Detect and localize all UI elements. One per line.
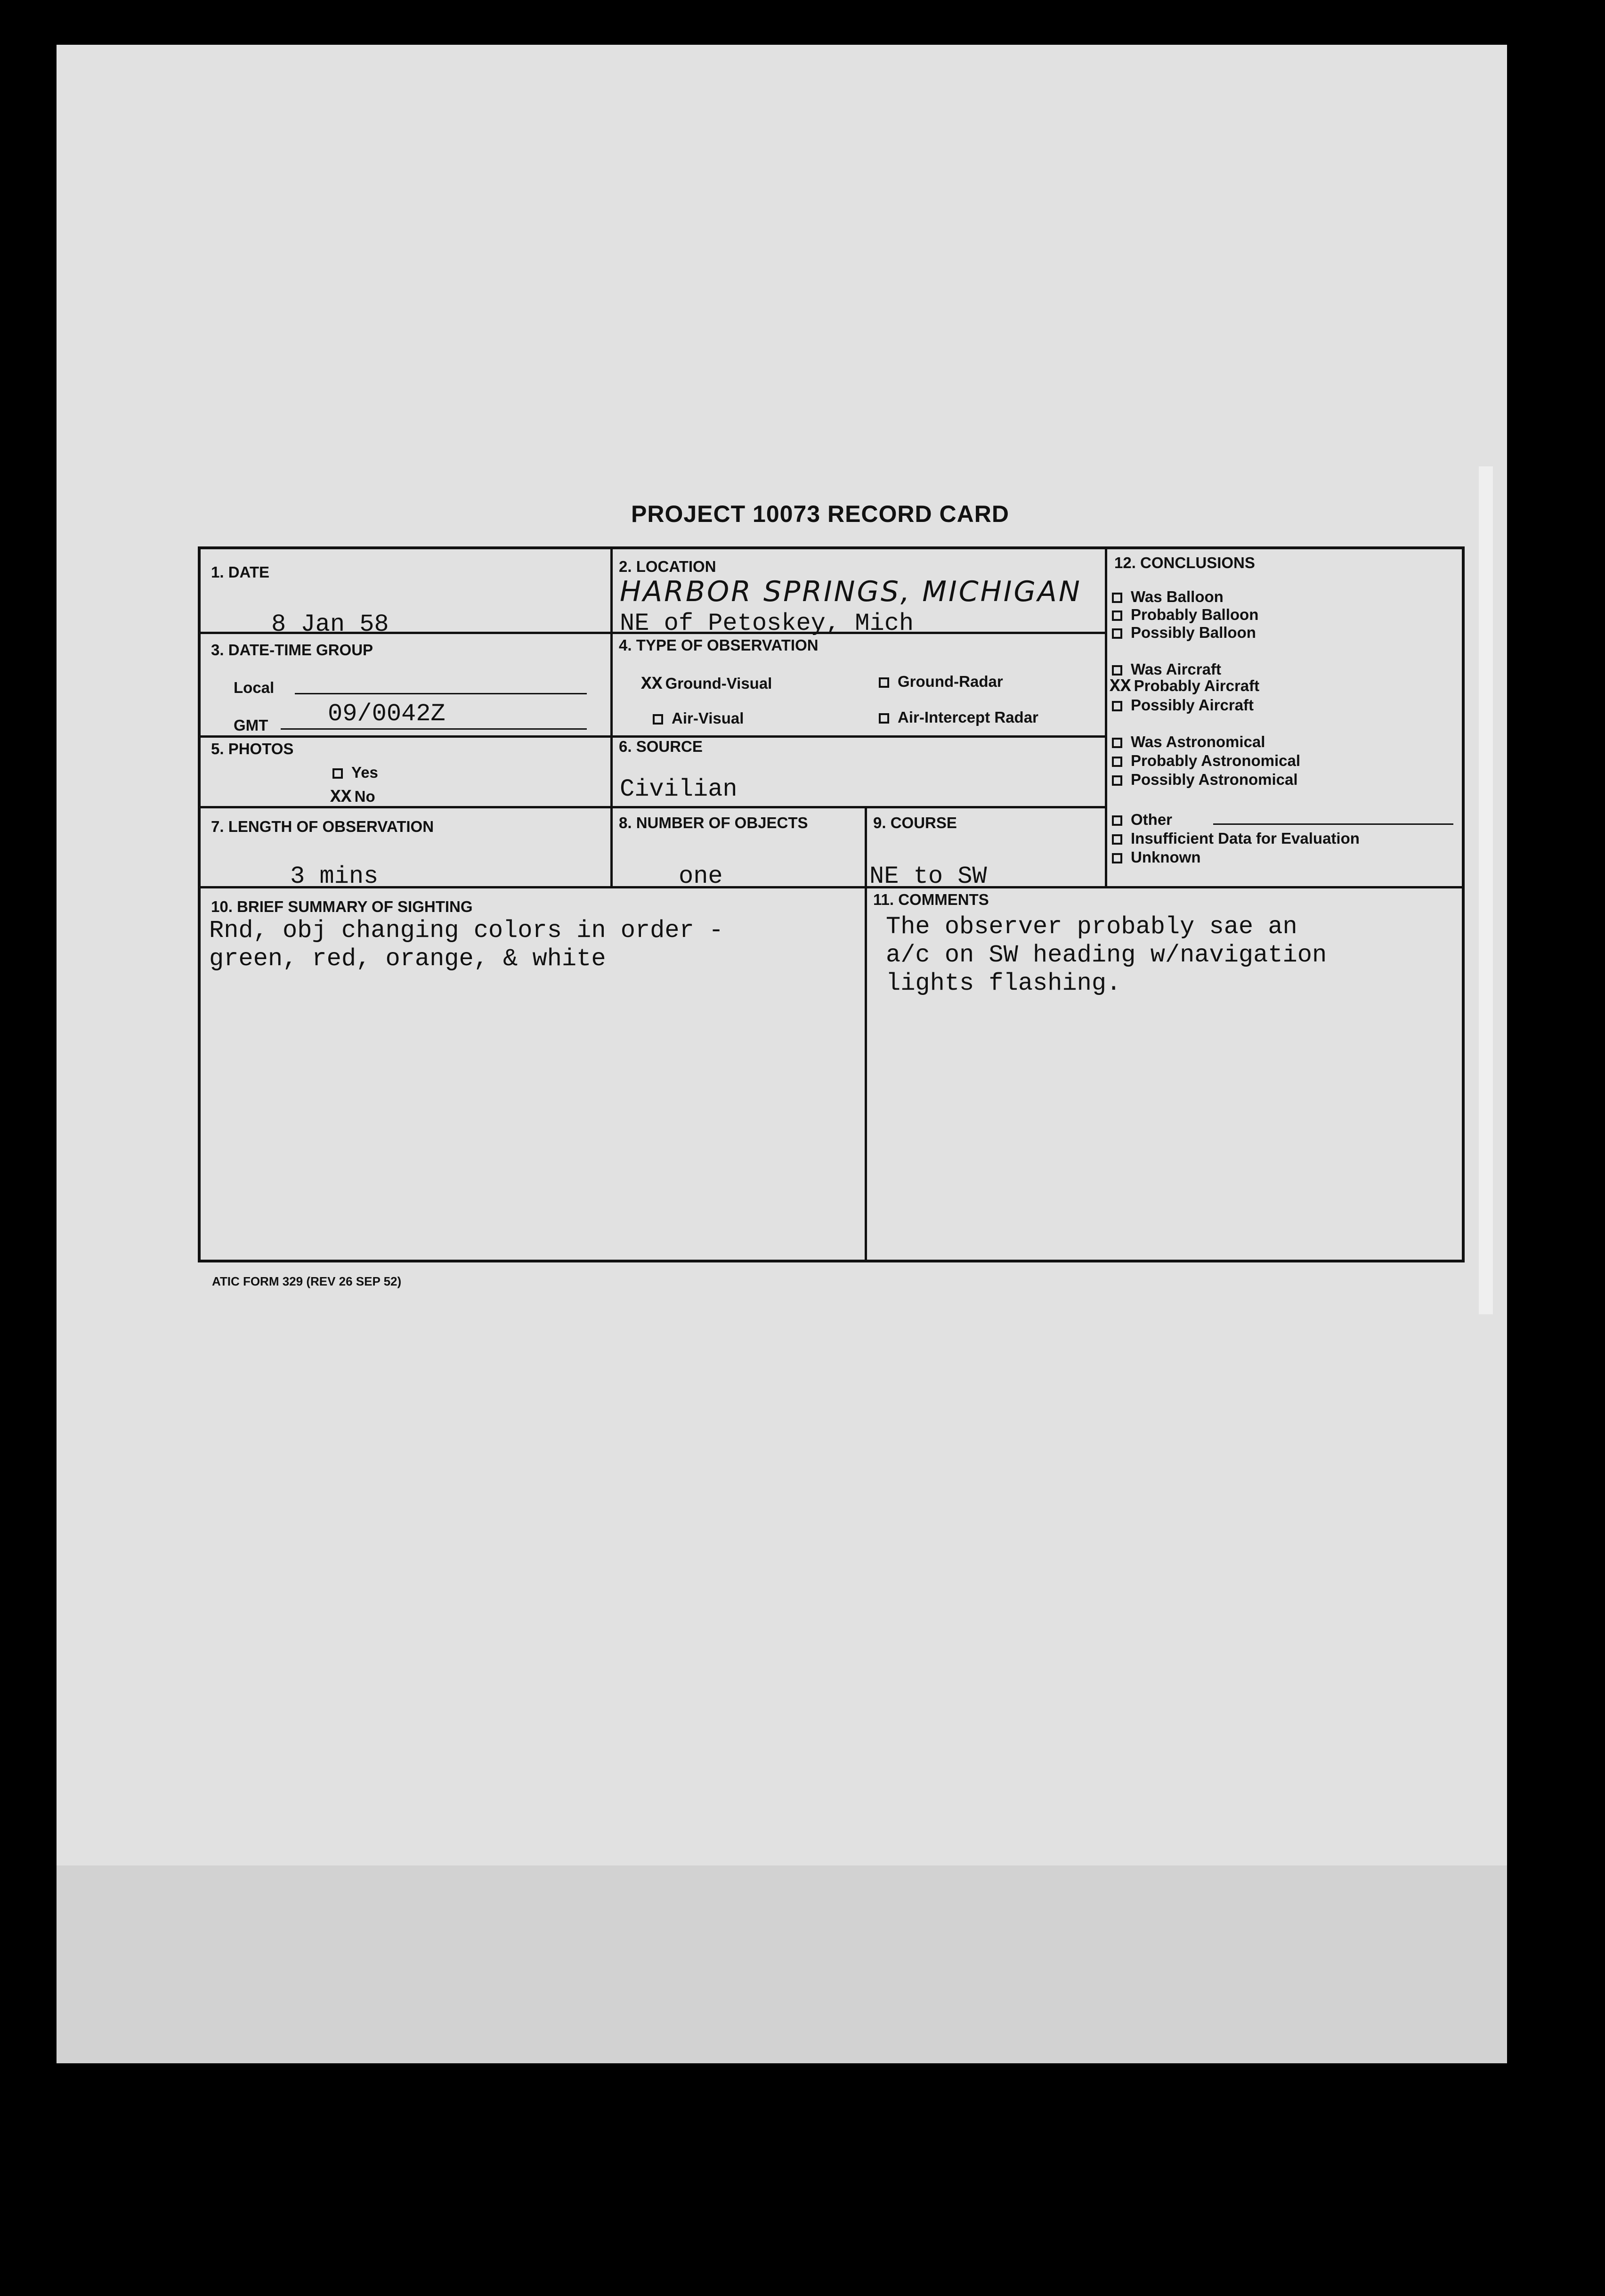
checkmark: XX [330,787,352,807]
course-label: 9. COURSE [873,814,957,831]
comments-line: a/c on SW heading w/navigation [886,941,1327,969]
checkbox-icon [1112,738,1122,748]
other-field-line [1213,823,1453,825]
checkmark: XX [1110,676,1131,697]
comments-line: The observer probably sae an [886,913,1297,941]
location-handwritten: HARBOR SPRINGS, MICHIGAN [620,575,1082,608]
conclusion-probably-aircraft: XX Probably Aircraft [1110,676,1260,697]
checkmark: XX [641,674,663,694]
number-of-objects-label: 8. NUMBER OF OBJECTS [619,814,808,831]
paper-shadow-band [57,1865,1507,2063]
location-label: 2. LOCATION [619,558,716,575]
checkbox-icon [653,714,663,725]
conclusion-was-balloon: Was Balloon [1112,588,1224,606]
type-of-observation-label: 4. TYPE OF OBSERVATION [619,636,819,654]
comments-label: 11. COMMENTS [873,891,989,908]
conclusion-probably-astronomical: Probably Astronomical [1112,752,1300,770]
checkbox-icon [1112,775,1122,786]
checkbox-icon [1112,701,1122,711]
conclusion-possibly-astronomical: Possibly Astronomical [1112,771,1298,789]
length-value: 3 mins [290,863,379,890]
photos-no: XX No [330,787,375,807]
divider [610,549,613,886]
checkbox-icon [332,768,343,779]
checkbox-icon [1112,665,1122,676]
photos-yes: Yes [332,764,378,782]
card-title: PROJECT 10073 RECORD CARD [631,501,1009,527]
form-number: ATIC FORM 329 (REV 26 SEP 52) [212,1274,402,1288]
conclusion-was-astronomical: Was Astronomical [1112,733,1265,751]
gmt-value: 09/0042Z [328,700,446,728]
checkbox-icon [1112,853,1122,863]
divider [865,806,867,1261]
comments-line: lights flashing. [886,969,1121,997]
conclusion-insufficient-data: Insufficient Data for Evaluation [1112,830,1360,847]
number-of-objects-value: one [679,863,723,890]
gmt-field-line [281,728,587,730]
option-ground-radar: Ground-Radar [879,673,1003,691]
checkbox-icon [1112,611,1122,621]
conclusion-possibly-aircraft: Possibly Aircraft [1112,696,1254,714]
date-time-group-label: 3. DATE-TIME GROUP [211,641,373,659]
source-label: 6. SOURCE [619,738,703,755]
conclusion-unknown: Unknown [1112,848,1200,866]
option-air-visual: Air-Visual [653,709,744,727]
checkbox-icon [879,677,889,688]
checkbox-icon [1112,834,1122,845]
conclusions-label: 12. CONCLUSIONS [1114,554,1255,571]
conclusion-possibly-balloon: Possibly Balloon [1112,624,1256,642]
length-label: 7. LENGTH OF OBSERVATION [211,818,434,835]
divider [1105,549,1107,886]
record-card [198,546,1465,1262]
source-value: Civilian [620,775,738,803]
date-value: 8 Jan 58 [271,611,389,638]
summary-line: Rnd, obj changing colors in order - [209,917,724,944]
conclusion-probably-balloon: Probably Balloon [1112,606,1258,624]
checkbox-icon [1112,757,1122,767]
gmt-label: GMT [234,716,268,734]
course-value: NE to SW [869,863,987,890]
checkbox-icon [1112,815,1122,826]
conclusion-other: Other [1112,811,1172,829]
checkbox-icon [879,713,889,724]
checkbox-icon [1112,628,1122,639]
summary-label: 10. BRIEF SUMMARY OF SIGHTING [211,898,473,915]
option-ground-visual: XX Ground-Visual [641,674,772,694]
local-field-line [295,693,587,694]
summary-line: green, red, orange, & white [209,945,606,973]
card-edge [1479,466,1493,1314]
option-air-intercept-radar: Air-Intercept Radar [879,708,1038,726]
checkbox-icon [1112,593,1122,603]
local-label: Local [234,679,275,696]
conclusion-was-aircraft: Was Aircraft [1112,660,1221,678]
date-label: 1. DATE [211,563,270,581]
location-value: NE of Petoskey, Mich [620,610,914,637]
divider [201,886,1463,888]
photos-label: 5. PHOTOS [211,740,294,757]
